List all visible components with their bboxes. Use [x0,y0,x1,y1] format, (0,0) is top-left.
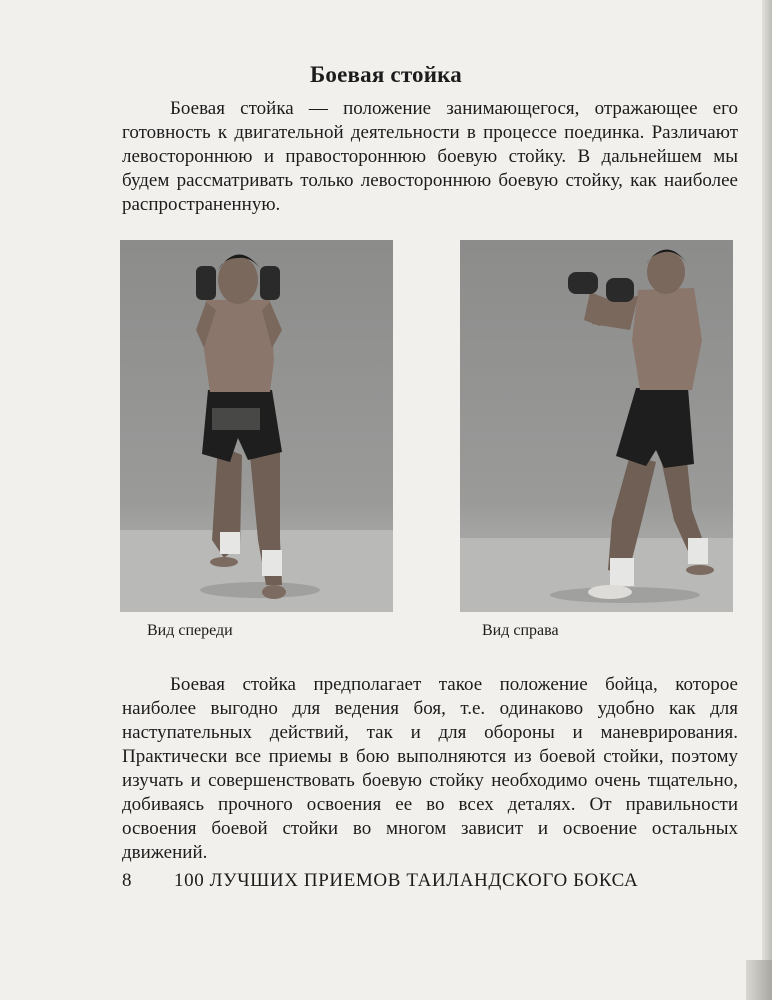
page-edge [762,0,772,1000]
intro-paragraph: Боевая стойка — положение занимающегося, отражающее его готовность к двигательной деятельности в процессе поединка. Различают левостороннюю и правостороннюю боевую стойку. В дальнейшем мы будем рассматривать только левостороннюю боевую стойку, как наиболее распространенную. [122,98,738,215]
body-paragraph: Боевая стойка предполагает такое положение бойца, которое наиболее выгодно для ведения боя, т.е. одинаково удобно как для наступательных действий, так и для обороны и маневрирования. Практически все приемы в бою выполняются из боевой стойки, поэтому изучать и совершенствовать боевую стойку необходимо очень тщательно, добиваясь прочного освоения ее во всех деталях. От правильности освоения боевой стойки во многом зависит и освоение остальных движений. [122,674,738,863]
front-view-photo [120,240,393,612]
page-footer [122,870,638,892]
page-title: Боевая стойка [310,62,462,87]
page-number: 8 [122,870,133,891]
book-title: 100 ЛУЧШИХ ПРИЕМОВ ТАИЛАНДСКОГО БОКСА [174,870,639,891]
side-view-photo [460,240,733,612]
page-edge-bottom [746,960,772,1000]
side-view-caption: Вид справа [482,622,559,639]
front-view-caption: Вид спереди [147,622,233,639]
